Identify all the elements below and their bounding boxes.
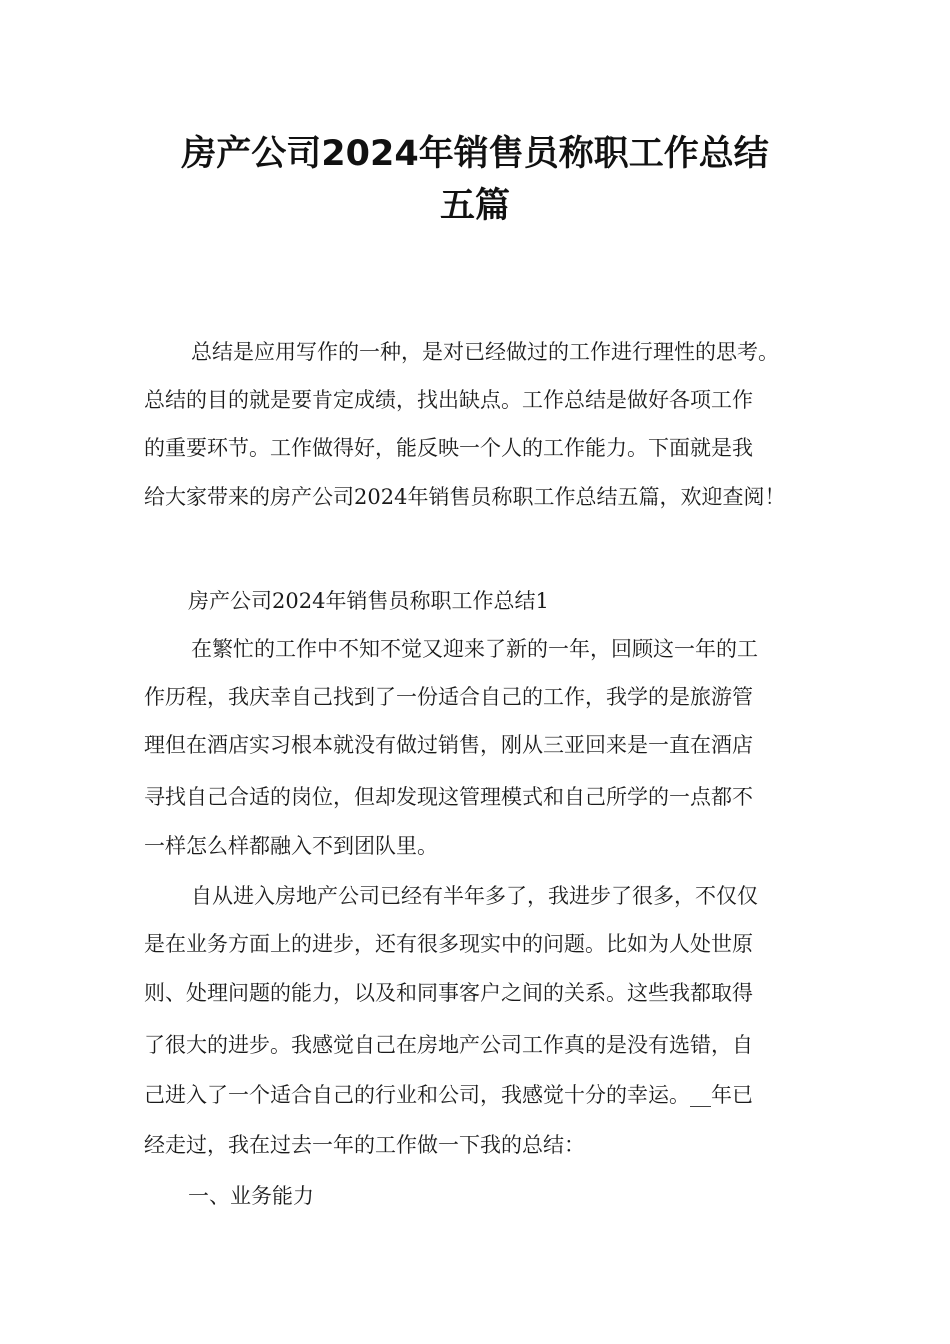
intro-line: 总结是应用写作的一种，是对已经做过的工作进行理性的思考。 <box>191 340 779 364</box>
section-title: 房产公司2024年销售员称职工作总结1 <box>188 589 549 613</box>
intro-line: 给大家带来的房产公司2024年销售员称职工作总结五篇，欢迎查阅！ <box>144 485 786 509</box>
paragraph-line: 一样怎么样都融入不到团队里。 <box>144 834 438 858</box>
paragraph-line: 己进入了一个适合自己的行业和公司，我感觉十分的幸运。__年已 <box>144 1083 753 1107</box>
paragraph-line: 则、处理问题的能力，以及和同事客户之间的关系。这些我都取得 <box>144 981 753 1005</box>
subheading: 一、业务能力 <box>188 1184 314 1208</box>
paragraph-line: 自从进入房地产公司已经有半年多了，我进步了很多，不仅仅 <box>191 884 758 908</box>
document-title-line-1: 房产公司2024年销售员称职工作总结 <box>181 134 769 174</box>
paragraph-line: 是在业务方面上的进步，还有很多现实中的问题。比如为人处世原 <box>144 932 753 956</box>
paragraph-line: 作历程，我庆幸自己找到了一份适合自己的工作，我学的是旅游管 <box>144 685 753 709</box>
paragraph-line: 经走过，我在过去一年的工作做一下我的总结： <box>144 1133 585 1157</box>
intro-line: 总结的目的就是要肯定成绩，找出缺点。工作总结是做好各项工作 <box>144 388 753 412</box>
paragraph-line: 理但在酒店实习根本就没有做过销售，刚从三亚回来是一直在酒店 <box>144 733 753 757</box>
intro-line: 的重要环节。工作做得好，能反映一个人的工作能力。下面就是我 <box>144 436 753 460</box>
document-title-line-2: 五篇 <box>439 186 510 226</box>
paragraph-line: 在繁忙的工作中不知不觉又迎来了新的一年，回顾这一年的工 <box>191 637 758 661</box>
paragraph-line: 了很大的进步。我感觉自己在房地产公司工作真的是没有选错，自 <box>144 1033 753 1057</box>
paragraph-line: 寻找自己合适的岗位，但却发现这管理模式和自己所学的一点都不 <box>144 785 753 809</box>
